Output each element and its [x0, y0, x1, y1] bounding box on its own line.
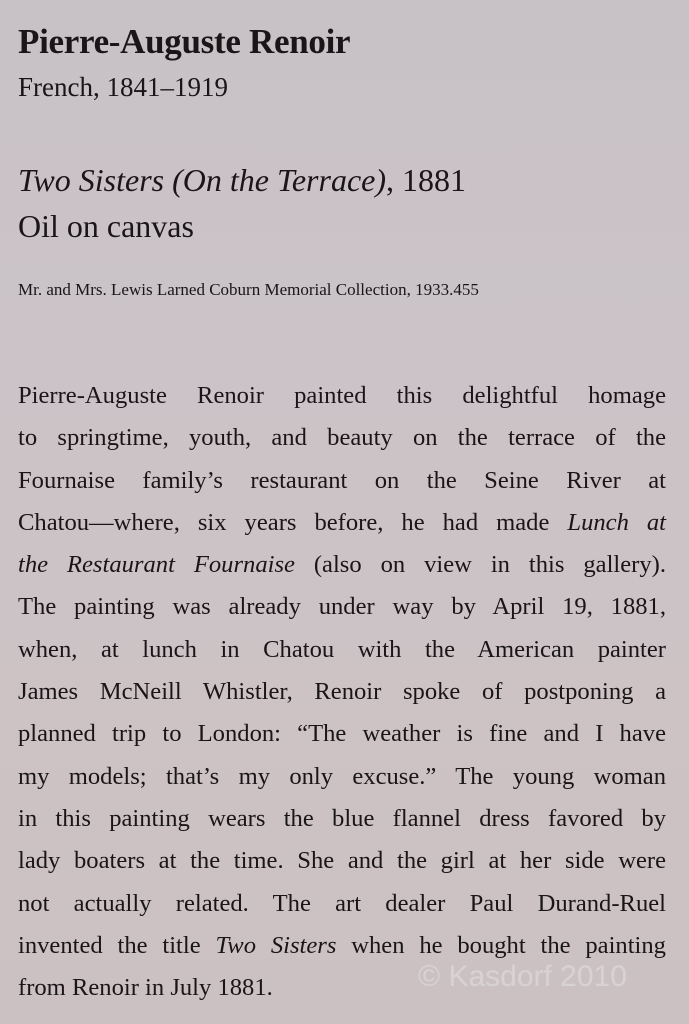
artist-nationality-dates: French, 1841–1919 [18, 72, 228, 102]
text-run: (also on view in this gallery). [294, 551, 666, 579]
text-line [18, 671, 666, 713]
text-run: Fournaise family’s restaurant on the Seine River at [18, 466, 666, 494]
italic-title-run: the Restaurant Fournaise [18, 551, 295, 579]
copyright-watermark: © Kasdorf 2010 [418, 960, 627, 993]
text-run: when, at lunch in Chatou with the American painter [18, 635, 666, 663]
artwork-medium: Oil on canvas [18, 208, 194, 244]
artwork-title-line [18, 162, 466, 199]
text-run: when he bought the painting [336, 931, 666, 959]
text-run: planned trip to London: “The weather is fine and I have [18, 720, 666, 748]
text-line [18, 586, 666, 628]
text-line [18, 798, 666, 840]
text-line [18, 417, 666, 459]
text-run: lady boaters at the time. She and the girl at her side were [18, 847, 666, 875]
text-line [18, 840, 666, 882]
credit-line: Mr. and Mrs. Lewis Larned Coburn Memorial Collection, 1933.455 [18, 280, 479, 299]
text-run: Pierre-Auguste Renoir painted this delightful homage [18, 382, 666, 409]
text-run: not actually related. The art dealer Paul Durand-Ruel [18, 889, 666, 917]
artist-name: Pierre-Auguste Renoir [18, 22, 351, 61]
text-run: to springtime, youth, and beauty on the terrace of the [18, 424, 666, 452]
text-run: James McNeill Whistler, Renoir spoke of postponing a [18, 678, 666, 706]
text-line [18, 502, 666, 544]
text-run: from Renoir in July 1881. [18, 974, 273, 1002]
text-line [18, 460, 666, 502]
text-line [18, 629, 666, 671]
text-run: my models; that’s my only excuse.” The young woman [18, 762, 666, 790]
text-run: in this painting wears the blue flannel dress favored by [18, 804, 666, 832]
text-run: Chatou—where, six years before, he had made [18, 508, 568, 536]
text-line [18, 883, 666, 925]
text-line [18, 756, 666, 798]
italic-title-run: Lunch at [567, 508, 667, 536]
artwork-title: Two Sisters (On the Terrace) [18, 162, 386, 198]
italic-title-run: Two Sisters [215, 931, 337, 959]
description-text [18, 375, 666, 1009]
text-run: invented the title [18, 931, 216, 959]
artwork-year: , 1881 [386, 162, 466, 198]
text-run: The painting was already under way by April 19, 1881, [18, 593, 666, 621]
text-line [18, 375, 666, 417]
text-line [18, 713, 666, 755]
text-line [18, 544, 666, 586]
